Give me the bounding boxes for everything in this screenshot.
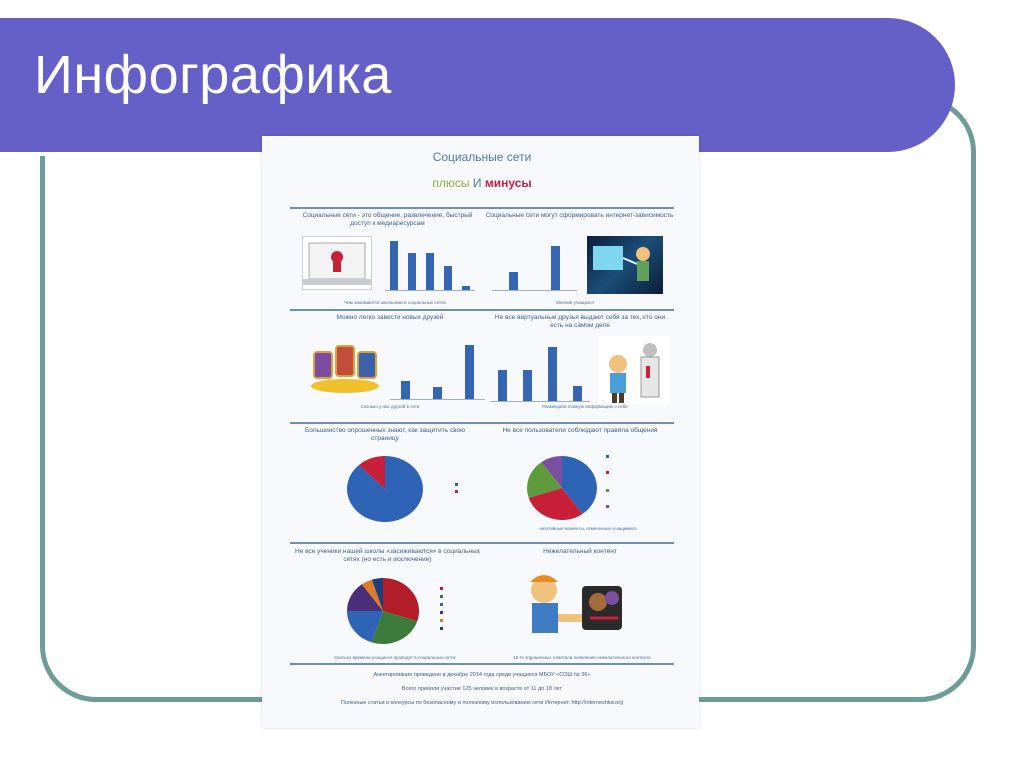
friends-illustration [308,340,382,394]
separator [290,309,674,311]
fake-friend-illustration [598,336,670,404]
laptop-illustration [302,236,372,290]
pie-chart-rules [525,454,599,522]
bar [465,345,474,399]
legend-item [440,626,444,630]
infographic-poster [262,136,699,728]
legend-item [455,489,459,493]
poster-sub-and: И [472,176,482,190]
bar [401,381,410,399]
bar [573,386,582,401]
bar-chart-dependence [492,241,577,291]
slide-title: Инфографика [34,45,392,105]
legend-item [606,470,610,474]
legend-item [440,610,444,614]
section-caption-5: Большинство опрошенных знают, как защитить свою страницу [305,427,465,442]
unwanted-content-illustration [520,568,640,646]
section-note-8: 16 % опрошенных отметили появление нежелательного контента [513,655,651,660]
legend-item [606,488,610,492]
section-caption-6: Не все пользователи соблюдают правила общения [502,427,658,434]
bar [523,370,532,401]
chart-axis [385,290,475,291]
footer-line-2: Всего приняли участие 125 человек в возрасте от 11 до 18 лет [401,686,563,692]
bar-chart-friends [390,340,485,400]
section-caption-4: Не все виртуальные друзья выдают себя за тех, кто они есть на самом деле [494,314,666,329]
poster-sub-plus: плюсы [432,176,470,190]
section-note-3: Сколько у нас друзей в сети [360,404,420,409]
section-caption-1: Социальные сети - это общение, развлечение, быстрый доступ к медиаресурсам [302,212,473,227]
legend-item [606,504,610,508]
poster-sub-minus: минусы [484,176,532,190]
bar [444,266,452,291]
separator [290,207,674,209]
section-note-4: Размещали ложную информацию о себе [542,404,628,409]
chart-axis [490,401,590,402]
section-caption-8: Нежелательный контент [543,548,617,555]
bar [408,253,416,290]
chart-axis [390,399,485,400]
separator [290,663,674,665]
legend-item [440,586,444,590]
separator [290,422,674,424]
bar [462,286,470,290]
bar [548,347,557,401]
legend-item [440,594,444,598]
bar [433,387,442,399]
poster-title: Социальные сети [432,150,532,164]
bar [509,272,518,290]
footer-line-3: Полезные статьи и конкурсы по безопасному и полезному использованию сети Интернет. http://interneshka.org [340,700,624,706]
section-note-6: негативные моменты, отмеченные учащимися [539,526,637,531]
legend-item [440,602,444,606]
bar-chart-false-info [490,342,590,402]
bar [390,241,398,290]
pie-chart-time [345,576,421,646]
legend-item [606,454,610,458]
section-note-2: Мнение учащихся [556,300,594,305]
bar [498,370,507,401]
legend-item [455,482,459,486]
section-note-7: Сколько времени учащиеся проводят в социальных сетях [334,655,456,660]
section-caption-3: Можно легко завести новых друзей [336,314,444,321]
bar [426,253,434,290]
chart-axis [492,290,577,291]
section-caption-7: Не все ученики нашей школы «засиживаются» в социальных сетях (но есть и исключение) [295,548,481,563]
bar [551,246,560,290]
poster-subtitle [290,176,674,190]
bar-chart-activities [385,236,475,291]
section-note-1: Чем занимаются школьники в социальных сетях [344,300,446,305]
pie-chart-protect [345,454,425,524]
separator [290,542,674,544]
section-caption-2: Социальные сети могут сформировать интернет-зависимость [485,212,674,219]
footer-line-1: Анкетирование проведено в декабре 2014 года среди учащихся МБОУ «СОШ № 36» [373,672,591,678]
dependence-illustration [587,236,663,294]
legend-item [440,618,444,622]
